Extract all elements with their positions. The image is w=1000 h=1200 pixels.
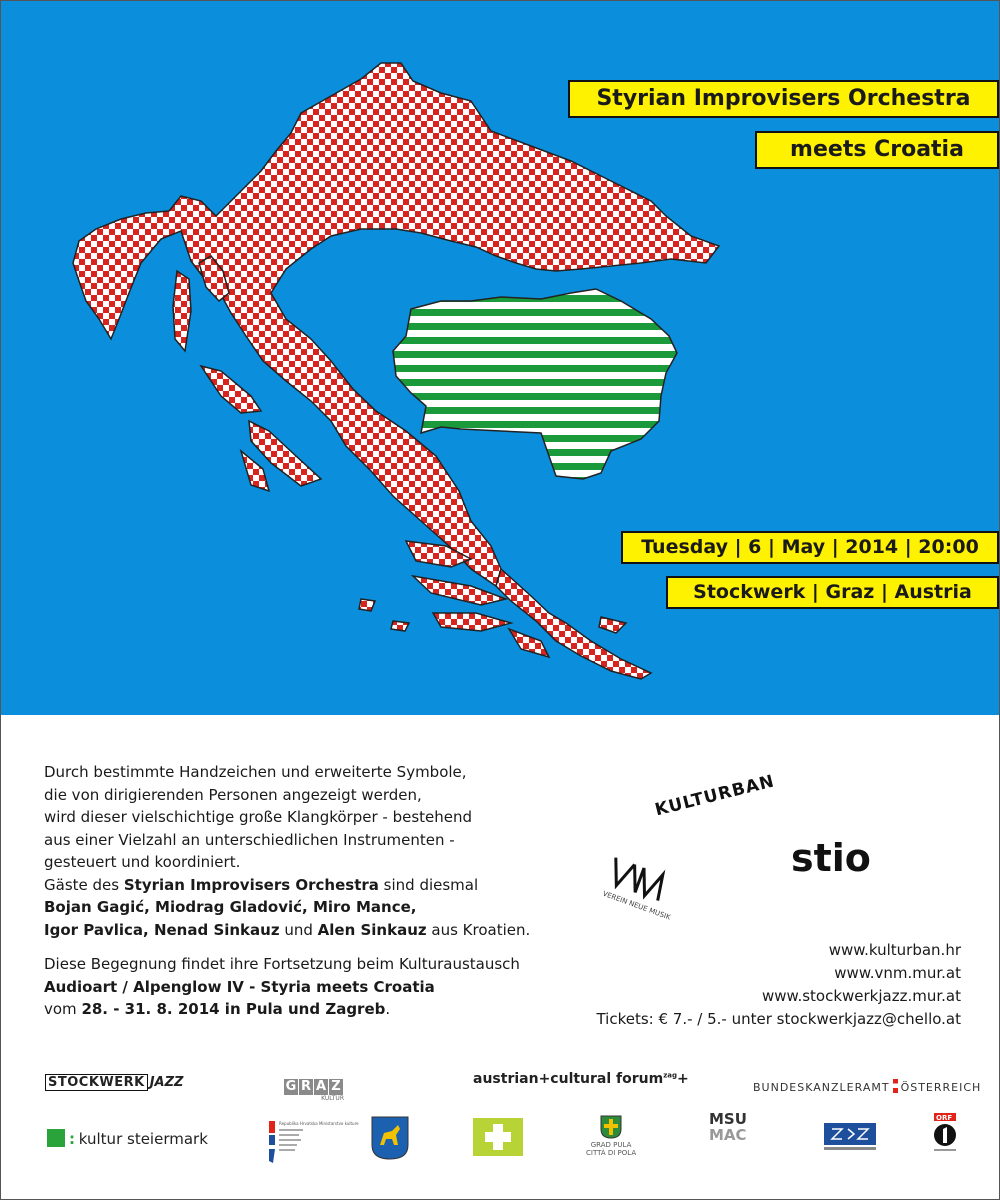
continuation-event-line [44, 976, 564, 999]
pula-line2: CITTÀ DI POLA [586, 1149, 637, 1157]
title-line-2: meets Croatia [755, 131, 999, 169]
guests-suffix: sind diesmal [378, 875, 479, 894]
jazz-text: JAZZ [149, 1075, 184, 1090]
mk-text: Republika Hrvatska Ministarstvo kulture [279, 1121, 359, 1126]
island-pag [201, 366, 261, 413]
island-small-a [599, 617, 626, 633]
guests-prefix: Gäste des [44, 875, 124, 894]
desc-line: gesteuert und koordiniert. [44, 853, 241, 871]
continuation-dates: 28. - 31. 8. 2014 in Pula und Zagreb [81, 1000, 386, 1018]
stockwerk-text: STOCKWERK [45, 1074, 148, 1091]
links-block [596, 939, 961, 1031]
mac-text: MAC [709, 1126, 747, 1144]
guests-names-2a: Igor Pavlica, Nenad Sinkauz [44, 920, 280, 939]
kulturban-logo: KULTURBAN [653, 771, 777, 821]
graz-letter: A [315, 1079, 327, 1094]
vnm-logo [597, 853, 677, 933]
istria-goat-shield-icon [370, 1115, 410, 1161]
acf-austrian: austrian [473, 1071, 539, 1087]
stio-text: stio [791, 836, 871, 880]
acf-forum: forum [616, 1071, 664, 1087]
stockwerk-jazz-logo [45, 1075, 183, 1090]
graz-kultur-logo [284, 1075, 344, 1102]
stio-logo [789, 833, 869, 883]
steiermark-square-icon [47, 1129, 65, 1147]
kultur-steiermark-text: kultur steiermark [78, 1130, 208, 1148]
title-line-1: Styrian Improvisers Orchestra [568, 80, 999, 118]
link-vnm[interactable]: www.vnm.mur.at [834, 964, 961, 982]
guests-names-1 [44, 896, 564, 919]
guests-und: und [279, 920, 318, 939]
event-venue: Stockwerk | Graz | Austria [666, 576, 999, 609]
dalmatia-south [496, 569, 651, 679]
pula-shield-icon [600, 1115, 622, 1139]
vom: vom [44, 1000, 82, 1018]
graz-sub: KULTUR [321, 1095, 344, 1102]
acf-cultural: cultural [550, 1071, 612, 1087]
bundeskanzleramt-logo [753, 1079, 981, 1094]
graz-letter: G [285, 1079, 297, 1094]
guests-end: aus Kroatien. [426, 920, 531, 939]
vnm-sub: VEREIN NEUE MUSIK [601, 889, 672, 922]
island-vis [359, 599, 375, 611]
bka-text: BUNDESKANZLERAMT [753, 1081, 890, 1094]
guests-names-2 [44, 919, 564, 942]
austrian-cultural-forum-logo: austrian+cultural forum$^{zag}$+ [473, 1071, 689, 1087]
continuation-dates-line [44, 998, 564, 1021]
ministry-culture-croatia-logo [267, 1119, 359, 1165]
guests-names-1-text: Bojan Gagić, Miodrag Gladović, Miro Mance, [44, 898, 417, 916]
grad-pula-logo [586, 1115, 636, 1157]
link-stockwerkjazz[interactable]: www.stockwerkjazz.mur.at [762, 987, 961, 1005]
continuation-line: Diese Begegnung findet ihre Fortsetzung beim Kulturaustausch [44, 955, 520, 973]
msu-text: MSU [709, 1110, 747, 1128]
plus-logo-icon [473, 1118, 523, 1156]
period: . [385, 1000, 391, 1018]
event-date: Tuesday | 6 | May | 2014 | 20:00 [621, 531, 999, 564]
continuation-event: Audioart / Alpenglow IV - Styria meets Croatia [44, 977, 435, 996]
guests-line [44, 874, 564, 897]
vnm-letters: VNM [597, 853, 600, 854]
austria-flag-icon [893, 1079, 898, 1093]
kultur-steiermark-logo: : kultur steiermark [47, 1129, 208, 1148]
guests-names-2b: Alen Sinkauz [317, 920, 427, 939]
island-mljet [509, 629, 549, 657]
graz-letter: Z [329, 1079, 343, 1095]
acf-zag: zag [663, 1071, 678, 1080]
island-cres [173, 271, 191, 351]
island-lastovo [391, 621, 409, 631]
orf-logo-icon [932, 1113, 960, 1155]
map-panel [1, 1, 999, 715]
tickets-info: Tickets: € 7.- / 5.- unter stockwerkjazz@chello.at [596, 1010, 961, 1028]
link-kulturban[interactable]: www.kulturban.hr [828, 941, 961, 959]
ske-logo-icon [824, 1123, 876, 1153]
description-text [44, 761, 564, 1021]
graz-letter: R [300, 1079, 311, 1094]
desc-line: aus einer Vielzahl an unterschiedlichen Instrumenten - [44, 830, 455, 849]
msu-mac-logo [709, 1111, 747, 1143]
desc-line: die von dirigierenden Personen angezeigt werden, [44, 785, 422, 804]
island-korcula [433, 613, 511, 631]
desc-line: wird dieser vielschichtige große Klangkörper - bestehend [44, 808, 473, 826]
orf-text: ORF [936, 1114, 953, 1122]
guests-orchestra: Styrian Improvisers Orchestra [123, 875, 379, 894]
bosnia-region [393, 289, 677, 479]
pula-line1: GRAD PULA [590, 1141, 632, 1149]
desc-line: Durch bestimmte Handzeichen und erweiterte Symbole, [44, 763, 467, 781]
bka-oesterreich: ÖSTERREICH [900, 1081, 982, 1094]
